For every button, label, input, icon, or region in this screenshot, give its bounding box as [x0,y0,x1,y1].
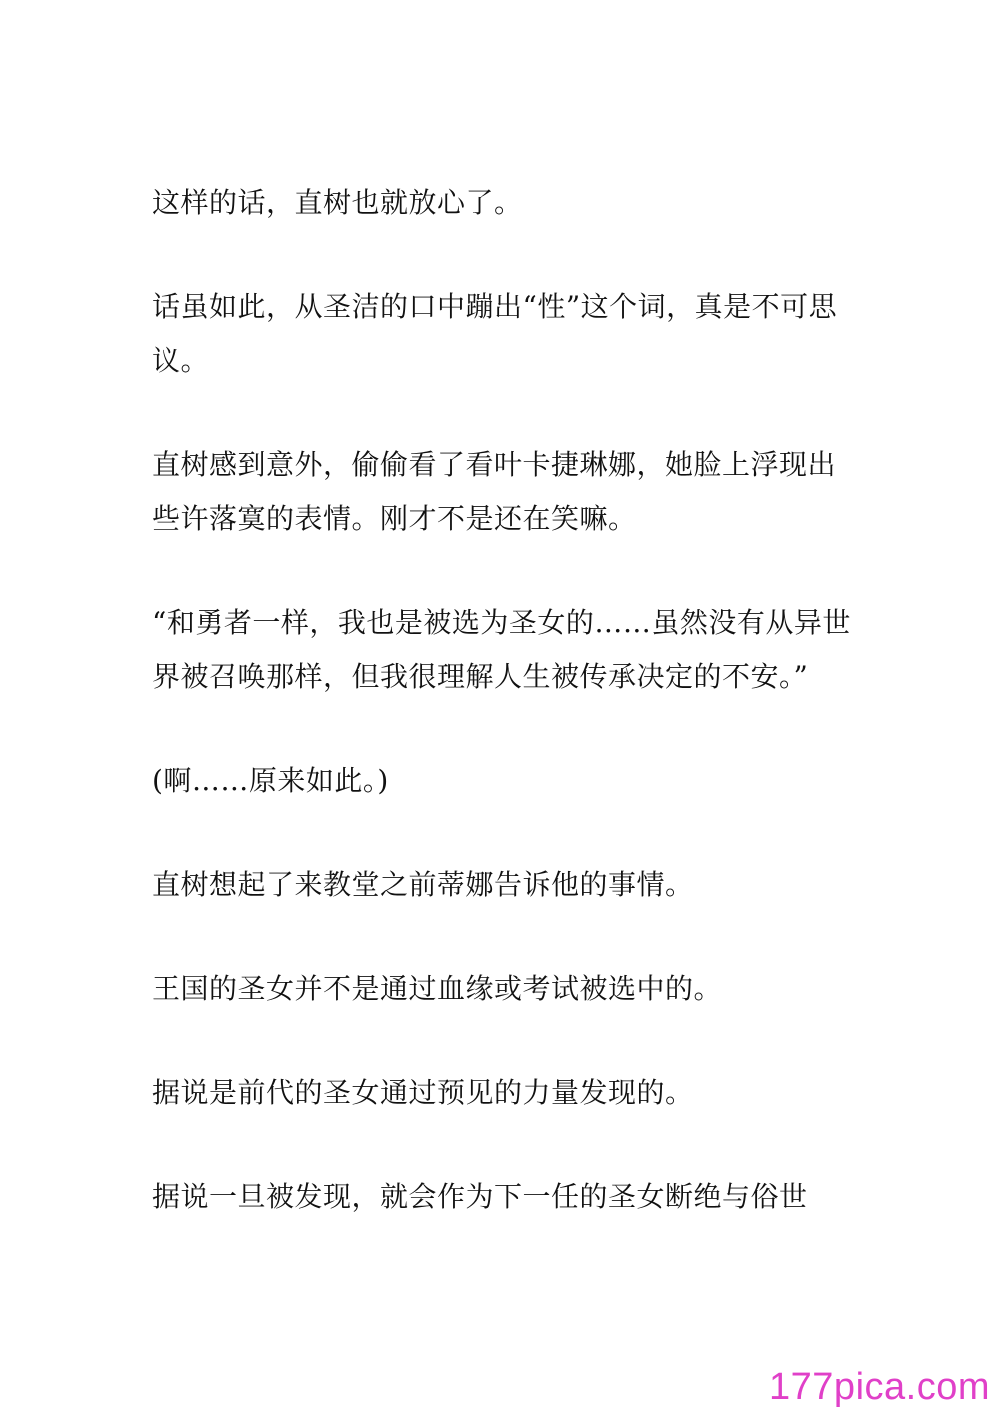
body-text [152,176,852,1224]
watermark-text: 177pica.com [769,1366,990,1408]
paragraph-2: 话虽如此，从圣洁的口中蹦出“性”这个词，真是不可思议。 [152,290,838,377]
paragraph-3: 直树感到意外，偷偷看了看叶卡捷琳娜，她脸上浮现出些许落寞的表情。刚才不是还在笑嘛。 [152,448,837,535]
paragraph-8: 据说是前代的圣女通过预见的力量发现的。 [152,1076,694,1109]
paragraph-5: (啊……原来如此。) [152,764,389,797]
paragraph-1: 这样的话，直树也就放心了。 [152,186,523,219]
paragraph-4: “和勇者一样，我也是被选为圣女的……虽然没有从异世界被召唤那样，但我很理解人生被传承决定的不安。” [152,606,851,693]
paragraph-9: 据说一旦被发现，就会作为下一任的圣女断绝与俗世 [152,1180,808,1213]
paragraph-7: 王国的圣女并不是通过血缘或考试被选中的。 [152,972,723,1005]
paragraph-6: 直树想起了来教堂之前蒂娜告诉他的事情。 [152,868,694,901]
